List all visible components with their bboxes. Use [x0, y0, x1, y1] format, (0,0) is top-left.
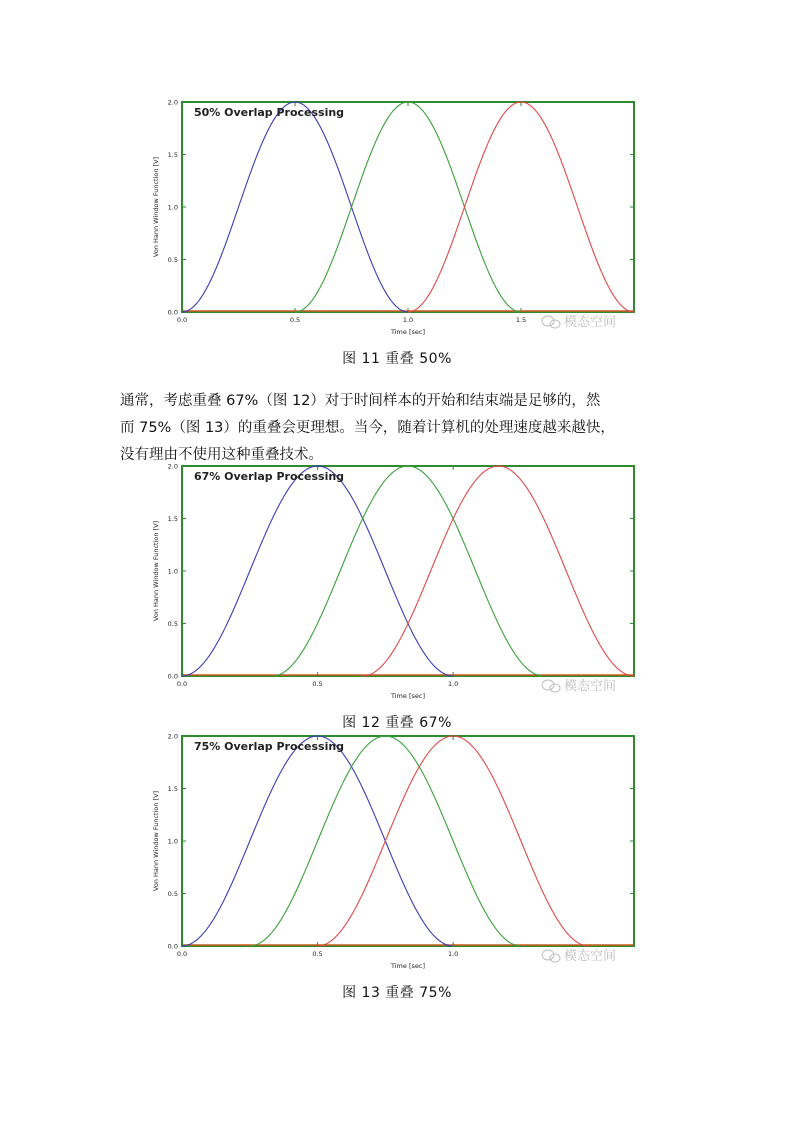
- y-tick-label: 1.0: [167, 203, 178, 212]
- y-tick-label: 2.0: [167, 732, 178, 741]
- x-tick-label: 0.0: [176, 316, 188, 324]
- y-tick-label: 0.5: [167, 890, 178, 898]
- y-tick-label: 2.0: [167, 98, 178, 107]
- y-tick-label: 0.5: [167, 620, 178, 628]
- x-tick-label: 0.5: [312, 950, 323, 958]
- y-tick-label: 0.5: [167, 256, 178, 264]
- plot-frame: [182, 102, 634, 312]
- body-paragraph: [120, 388, 680, 469]
- watermark-text: 模态空间: [564, 679, 617, 694]
- figure-11-caption: 图 11 重叠 50%: [342, 351, 452, 367]
- chart-50-overlap: [148, 96, 638, 348]
- chart-75-overlap: [148, 730, 638, 982]
- y-tick-label: 1.0: [167, 567, 178, 576]
- y-tick-label: 2.0: [167, 462, 178, 471]
- paragraph-line-2: 而 75%（图 13）的重叠会更理想。当今，随着计算机的处理速度越来越快，: [120, 420, 615, 436]
- figure-13-caption: 图 13 重叠 75%: [342, 985, 452, 1001]
- y-tick-label: 0.0: [167, 308, 178, 317]
- watermark-logo: [542, 314, 616, 330]
- figure-12: [148, 460, 638, 712]
- wechat-icon-bubble: [550, 684, 560, 692]
- x-tick-label: 0.0: [176, 680, 188, 688]
- chart-title: 67% Overlap Processing: [194, 470, 345, 483]
- x-tick-label: 1.0: [402, 316, 414, 324]
- watermark-logo: [542, 678, 616, 694]
- x-tick-label: 1.5: [515, 316, 527, 324]
- x-axis-label: Time [sec]: [390, 328, 426, 336]
- y-tick-label: 1.0: [167, 837, 178, 846]
- y-tick-label: 1.5: [167, 515, 178, 523]
- figure-13: [148, 730, 638, 982]
- x-tick-label: 1.0: [447, 950, 459, 958]
- y-tick-label: 0.0: [167, 672, 178, 681]
- figure-11: [148, 96, 638, 348]
- watermark-text: 模态空间: [564, 315, 617, 330]
- chart-title: 50% Overlap Processing: [194, 106, 345, 119]
- y-tick-label: 1.5: [167, 151, 178, 159]
- figure-12-caption: 图 12 重叠 67%: [342, 715, 452, 731]
- wechat-icon-bubble: [550, 954, 560, 962]
- wechat-icon-bubble: [550, 320, 560, 328]
- y-axis-label: Von Hann Window Function [V]: [152, 520, 160, 622]
- y-tick-label: 1.5: [167, 785, 178, 793]
- paragraph-line-3: 没有理由不使用这种重叠技术。: [120, 447, 323, 463]
- chart-67-overlap: [148, 460, 638, 712]
- watermark-logo: [542, 948, 616, 964]
- x-tick-label: 0.0: [176, 950, 188, 958]
- x-axis-label: Time [sec]: [390, 962, 426, 970]
- x-axis-label: Time [sec]: [390, 692, 426, 700]
- chart-title: 75% Overlap Processing: [194, 740, 345, 753]
- paragraph-line-1: 通常，考虑重叠 67%（图 12）对于时间样本的开始和结束端是足够的，然: [120, 393, 601, 409]
- x-tick-label: 0.5: [289, 316, 301, 324]
- x-tick-label: 1.0: [447, 680, 459, 688]
- watermark-text: 模态空间: [564, 949, 617, 964]
- y-tick-label: 0.0: [167, 942, 178, 951]
- y-axis-label: Von Hann Window Function [V]: [152, 790, 160, 892]
- y-axis-label: Von Hann Window Function [V]: [152, 156, 160, 258]
- x-tick-label: 0.5: [312, 680, 323, 688]
